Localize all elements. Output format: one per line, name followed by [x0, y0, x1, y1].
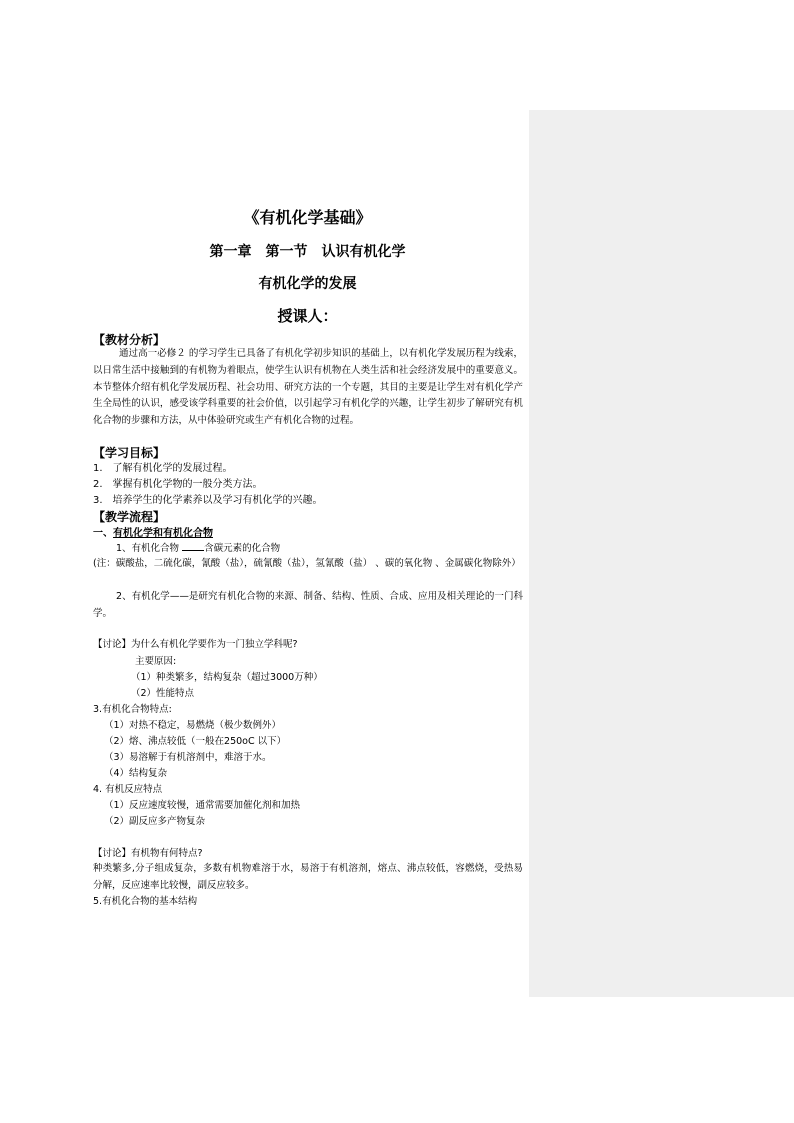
- goal-item: 3. 培养学生的化学素养以及学习有机化学的兴趣。: [93, 495, 323, 506]
- reason-item: （1）种类繁多，结构复杂（超过3000万种）: [131, 672, 323, 683]
- comment-margin-pane: [529, 110, 794, 997]
- feature-item: （4）结构复杂: [104, 768, 168, 779]
- reason-item: （2）性能特点: [131, 688, 195, 699]
- process-heading: 【教学流程】: [93, 510, 166, 524]
- feature-item: （2）熔、沸点较低（一般在250oC 以下）: [104, 736, 287, 747]
- exclusion-note: (注：碳酸盐，二硫化碳，氰酸（盐），硫氰酸（盐），氢氰酸（盐） 、碳的氧化物 、金属碳化物除外）: [93, 558, 521, 569]
- goal-item: 1. 了解有机化学的发展过程。: [93, 463, 233, 474]
- reason-heading: 主要原因:: [135, 656, 177, 667]
- analysis-paragraph: 通过高一必修２ 的学习学生已具备了有机化学初步知识的基础上，以有机化学发展历程为线索，以日常生活中接触到的有机物为着眼点，使学生认识有机物在人类生活和社会经济发展中的重要意义。本节整体介绍有机化学发展历程、社会功用、研究方法的一个专题，其目的主要是让学生对有机化学产生全局性的认识，感受该学科重要的社会价值，以引起学习有机化学的兴趣，让学生初步了解研究有机化合物的步骤和方法，从中体验研究或生产有机化合物的过程。: [93, 348, 523, 427]
- definition-term: 1、有机化合物: [116, 543, 180, 554]
- analysis-heading: 【教材分析】: [93, 333, 166, 347]
- chapter-heading: 第一章 第一节 认识有机化学: [209, 244, 406, 260]
- section-one-title: 有机化学和有机化合物: [113, 528, 213, 539]
- feature-item: （1）对热不稳定，易燃烧（极少数例外）: [104, 720, 282, 731]
- reaction-feature-item: （2）副反应多产物复杂: [104, 816, 206, 827]
- definition-organic-compound: [116, 541, 280, 557]
- reaction-features-heading: 4. 有机反应特点: [93, 784, 163, 795]
- lecturer-line: 授课人：: [277, 307, 338, 325]
- topic-heading: 有机化学的发展: [258, 276, 357, 292]
- goal-item: 2. 掌握有机化学物的一般分类方法。: [93, 479, 263, 490]
- discussion-two: 【讨论】有机物有何特点?: [93, 848, 203, 859]
- discussion-one: 【讨论】为什么有机化学要作为一门独立学科呢?: [93, 639, 298, 650]
- definition-text: 含碳元素的化合物: [204, 543, 281, 554]
- feature-item: （3）易溶解于有机溶剂中，难溶于水。: [104, 752, 272, 763]
- discussion-two-answer: 种类繁多,分子组成复杂，多数有机物难溶于水，易溶于有机溶剂，熔点、沸点较低，容燃烧，受热易分解，反应速率比较慢，副反应较多。: [93, 863, 523, 891]
- basic-structure-heading: 5.有机化合物的基本结构: [93, 896, 198, 907]
- document-title: 《有机化学基础》: [243, 208, 372, 227]
- goals-heading: 【学习目标】: [93, 446, 166, 460]
- fill-blank: [182, 542, 204, 551]
- compound-features-heading: 3.有机化合物特点:: [93, 704, 172, 715]
- reaction-feature-item: （1）反应速度较慢，通常需要加催化剂和加热: [104, 800, 301, 811]
- section-one-prefix: 一、: [93, 528, 113, 539]
- definition-organic-chemistry: 2、有机化学——是研究有机化合物的来源、制备、结构、性质、合成、应用及相关理论的一门科学。: [93, 591, 523, 619]
- section-one-heading: [93, 524, 213, 539]
